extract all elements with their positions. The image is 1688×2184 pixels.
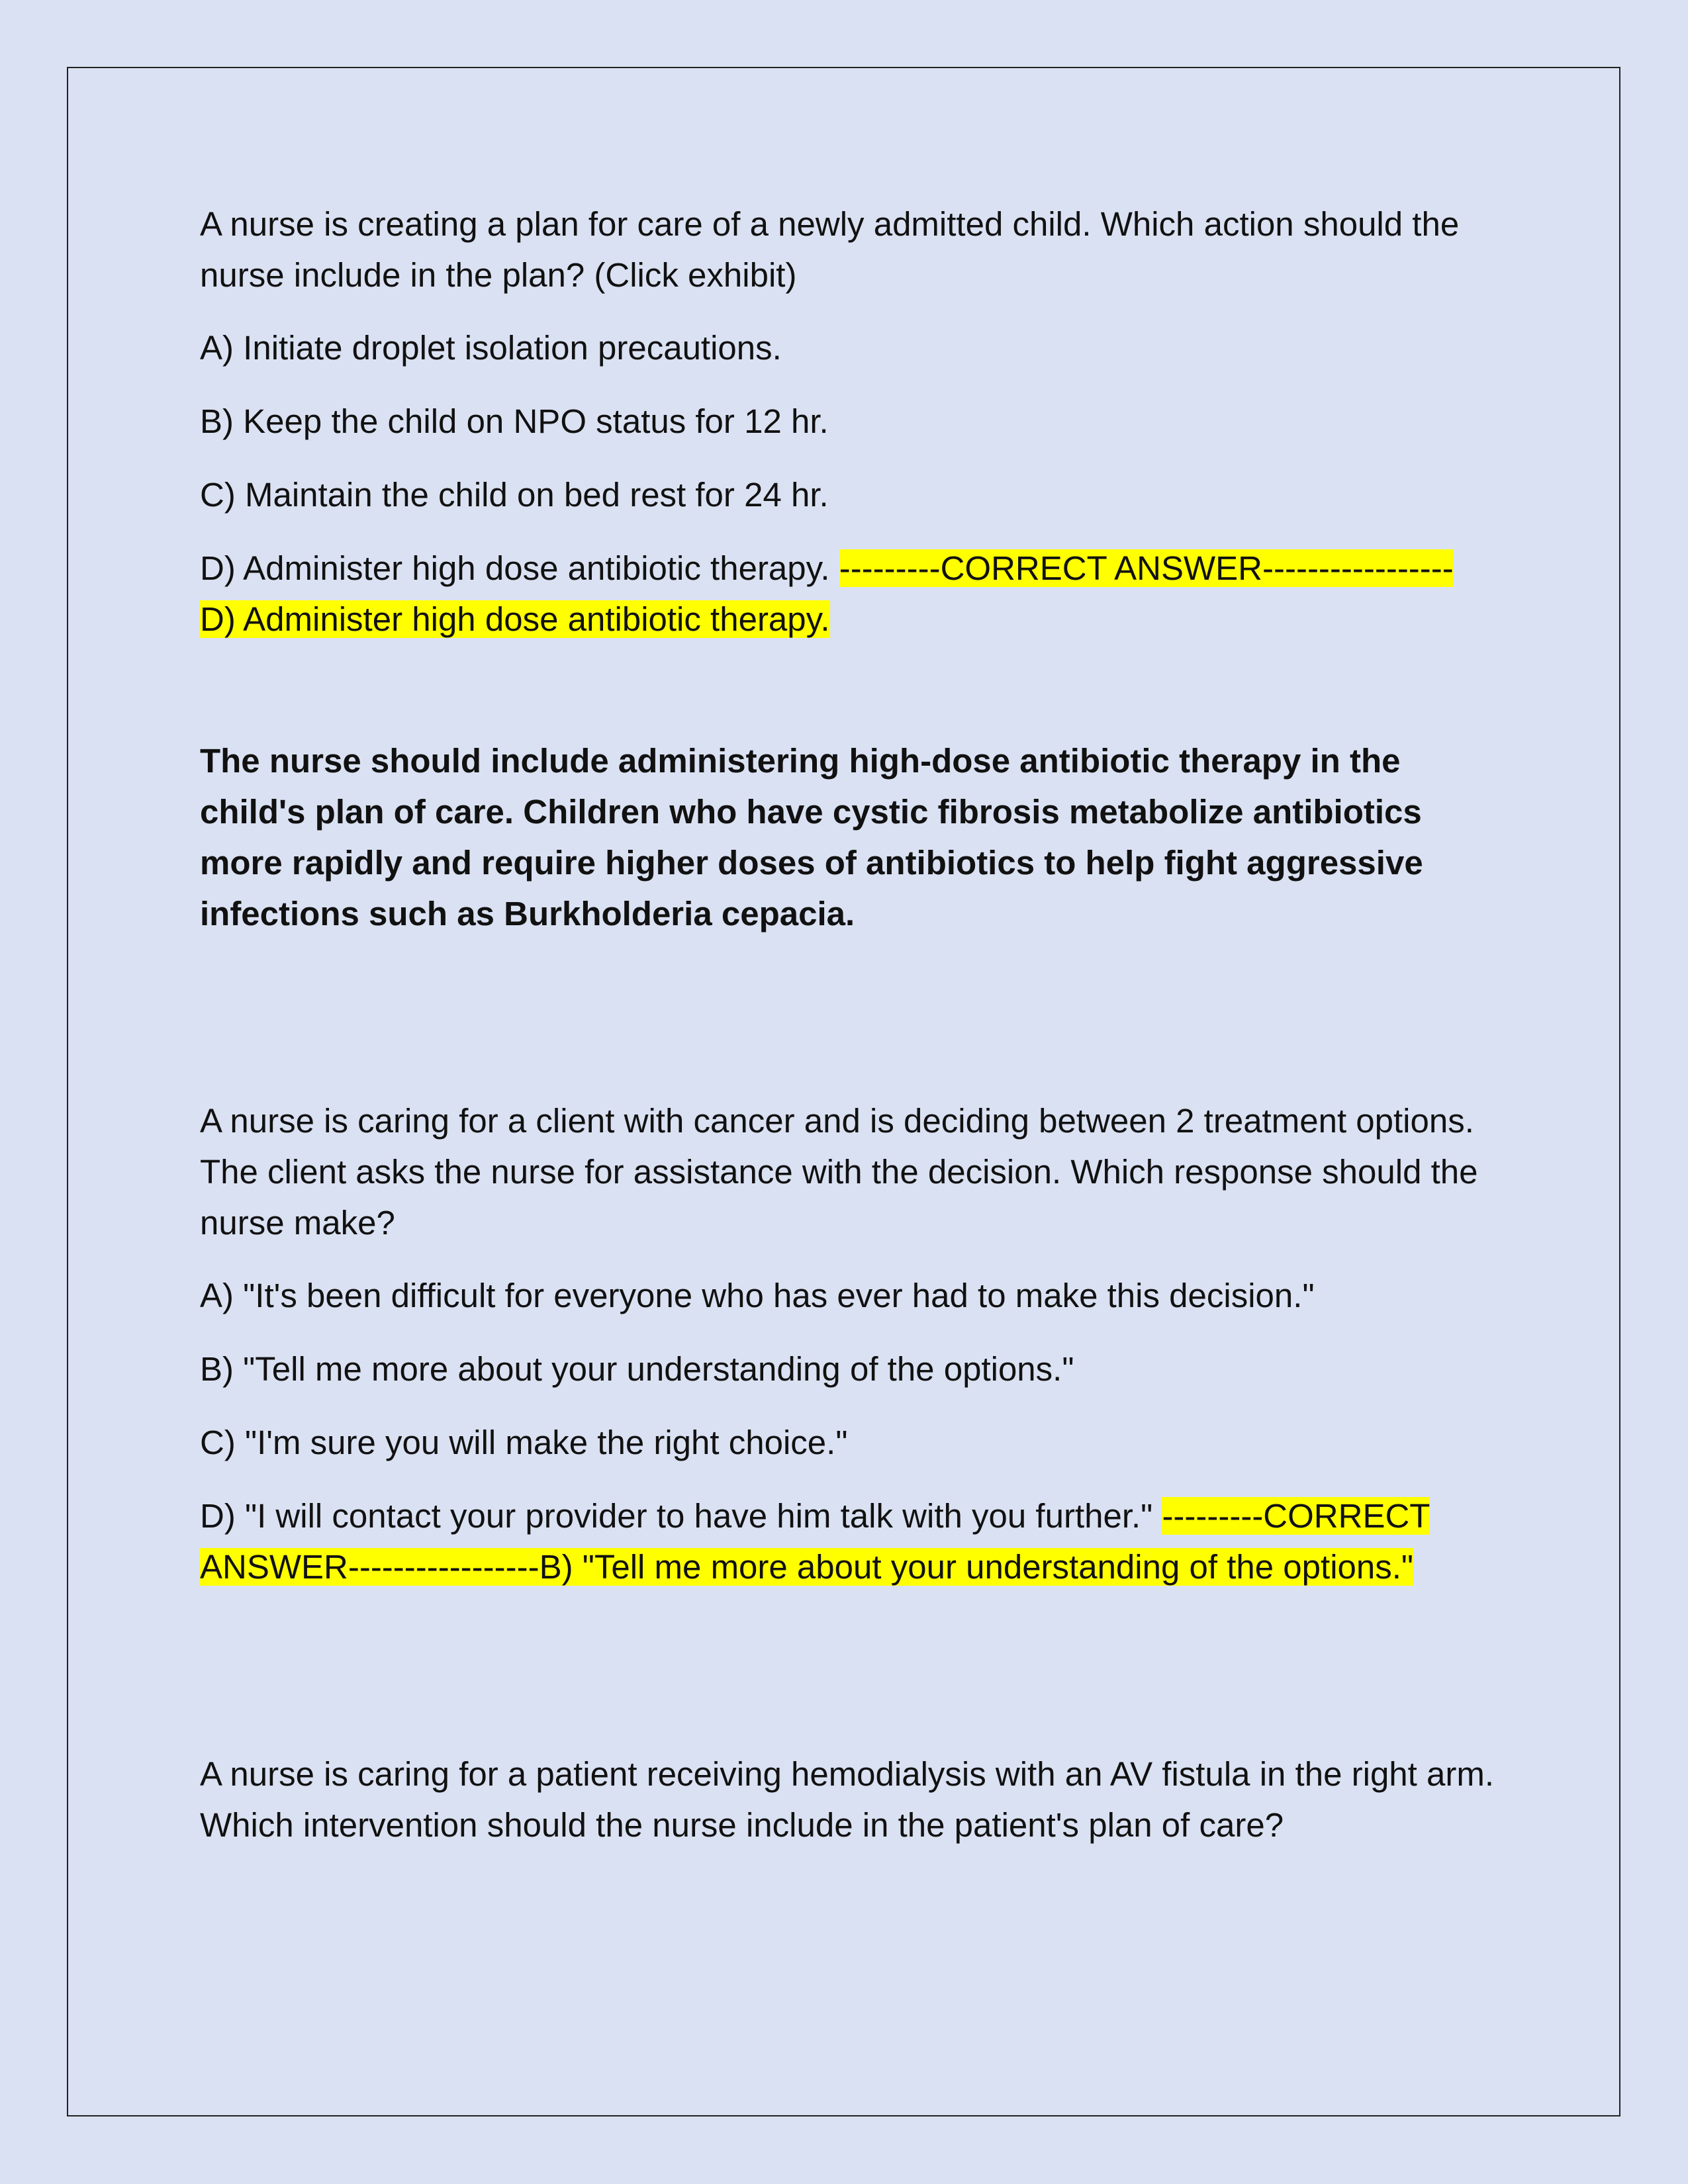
- document-content: [200, 199, 1497, 1850]
- question-1-option-c: C) Maintain the child on bed rest for 24 hr.: [200, 476, 829, 514]
- question-2-option-d-with-answer: [200, 1490, 1497, 1592]
- question-1-option-d-with-answer: [200, 543, 1497, 645]
- question-1-explanation: The nurse should include administering high-dose antibiotic therapy in the child's plan of care. Children who have cystic fibrosis metabolize antibiotics more rapidly and require higher doses of antibiotics to help fight aggressive infections such as Burkholderia cepacia.: [200, 742, 1423, 933]
- question-1-correct-answer: D) Administer high dose antibiotic therapy.: [200, 600, 830, 638]
- question-2-option-c: C) "I'm sure you will make the right choice.": [200, 1424, 848, 1461]
- question-2-stem: A nurse is caring for a client with cancer and is deciding between 2 treatment options. The client asks the nurse for assistance with the decision. Which response should the nurse make?: [200, 1102, 1478, 1242]
- question-2-option-b: B) "Tell me more about your understanding of the options.": [200, 1350, 1074, 1388]
- question-1-option-a: A) Initiate droplet isolation precautions.: [200, 329, 782, 367]
- question-1-answer-marker: ---------CORRECT ANSWER-----------------: [839, 549, 1454, 587]
- question-2-correct-answer: B) "Tell me more about your understanding of the options.": [539, 1548, 1414, 1586]
- question-2-option-a: A) "It's been difficult for everyone who has ever had to make this decision.": [200, 1277, 1315, 1314]
- question-1-option-b: B) Keep the child on NPO status for 12 hr.: [200, 402, 829, 440]
- question-2-answer-marker: ---------CORRECT ANSWER-----------------: [200, 1497, 1430, 1586]
- question-2-option-d: D) "I will contact your provider to have him talk with you further.": [200, 1497, 1153, 1535]
- question-1-option-d: D) Administer high dose antibiotic therapy.: [200, 549, 830, 587]
- question-1-stem: A nurse is creating a plan for care of a newly admitted child. Which action should the nurse include in the plan? (Click exhibit): [200, 205, 1460, 294]
- question-3-stem: A nurse is caring for a patient receiving hemodialysis with an AV fistula in the right arm. Which intervention should the nurse include in the patient's plan of care?: [200, 1755, 1495, 1844]
